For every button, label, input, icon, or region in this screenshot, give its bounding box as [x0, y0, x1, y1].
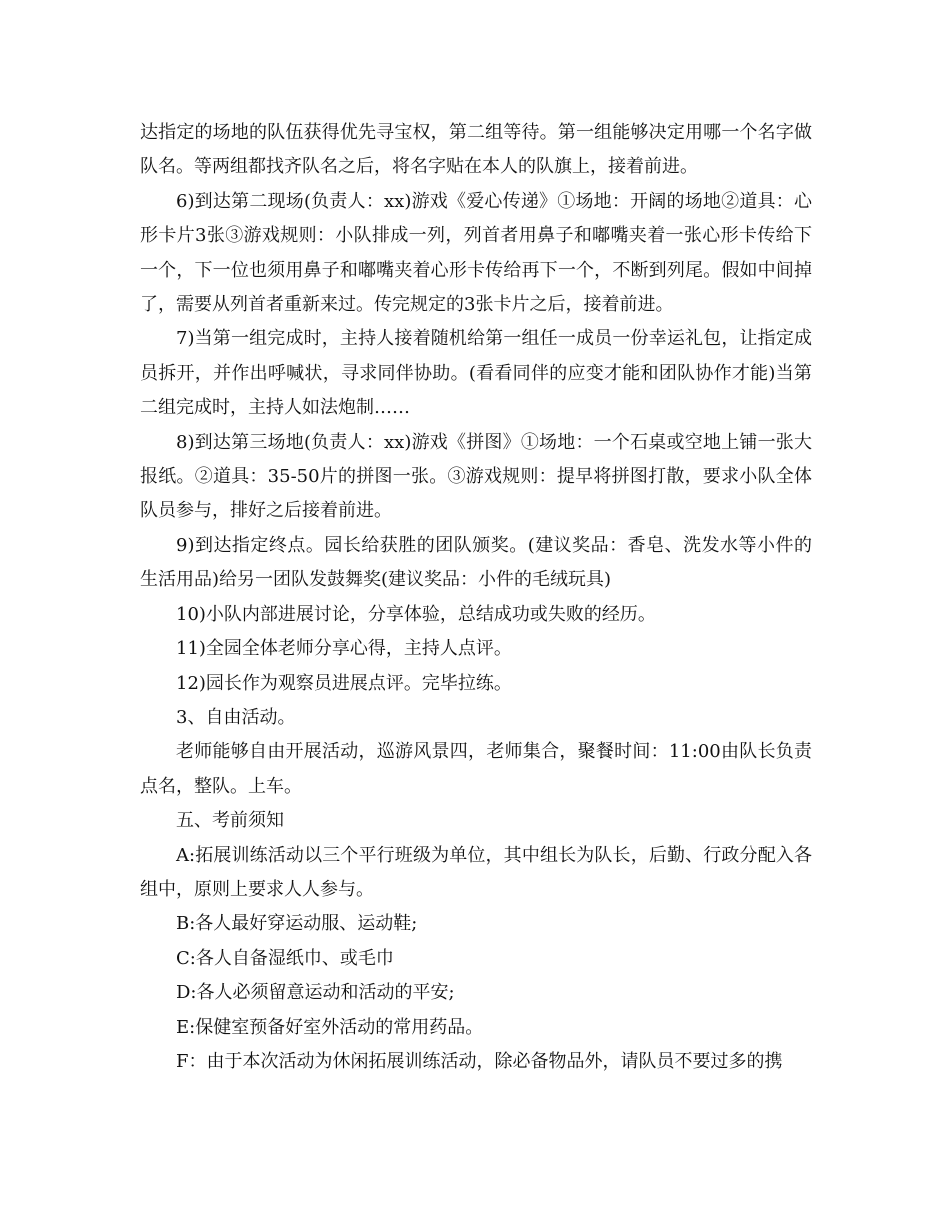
paragraph-step-8: 8)到达第三场地(负责人：xx)游戏《拼图》①场地：一个石桌或空地上铺一张大报纸。②道具：35-50片的拼图一张。③游戏规则：提早将拼图打散，要求小队全体队员参与，排好之后接着前进。 — [140, 431, 812, 522]
paragraph-step-7: 7)当第一组完成时，主持人接着随机给第一组任一成员一份幸运礼包，让指定成员拆开，并作出呼喊状，寻求同伴协助。(看看同伴的应变才能和团队协作才能)当第二组完成时，主持人如法炮制…… — [140, 328, 812, 419]
paragraph-step-10: 10)小队内部进展讨论，分享体验，总结成功或失败的经历。 — [176, 603, 656, 625]
paragraph-free-activity: 老师能够自由开展活动，巡游风景四，老师集合，聚餐时间：11:00由队长负责点名，整队。上车。 — [140, 741, 812, 797]
section-notes-heading: 五、考前须知 — [176, 810, 284, 832]
paragraph-step-9: 9)到达指定终点。园长给获胜的团队颁奖。(建议奖品：香皂、洗发水等小件的生活用品)给另一团队发鼓舞奖(建议奖品：小件的毛绒玩具) — [140, 534, 812, 591]
note-item-d: D:各人必须留意运动和活动的平安; — [176, 982, 455, 1004]
note-item-e: E:保健室预备好室外活动的常用药品。 — [176, 1016, 484, 1038]
paragraph-step-12: 12)园长作为观察员进展点评。完毕拉练。 — [176, 672, 512, 694]
paragraph-step-11: 11)全园全体老师分享心得，主持人点评。 — [176, 638, 512, 660]
note-item-b: B:各人最好穿运动服、运动鞋; — [176, 913, 418, 935]
note-item-a: A:拓展训练活动以三个平行班级为单位，其中组长为队长，后勤、行政分配入各组中，原则上要求人人参与。 — [140, 844, 812, 900]
document-body — [140, 116, 812, 1079]
note-item-f: F：由于本次活动为休闲拓展训练活动，除必备物品外，请队员不要过多的携 — [176, 1050, 783, 1072]
paragraph-continuation: 达指定的场地的队伍获得优先寻宝权，第二组等待。第一组能够决定用哪一个名字做队名。等两组都找齐队名之后，将名字贴在本人的队旗上，接着前进。 — [140, 122, 812, 178]
section-free-activity-heading: 3、自由活动。 — [176, 706, 296, 728]
note-item-c: C:各人自备湿纸巾、或毛巾 — [176, 947, 394, 969]
paragraph-step-6: 6)到达第二现场(负责人：xx)游戏《爱心传递》①场地：开阔的场地②道具：心形卡片3张③游戏规则：小队排成一列，列首者用鼻子和嘟嘴夹着一张心形卡传给下一个，下一位也须用鼻子和嘟嘴夹着心形卡传给再下一个，不断到列尾。假如中间掉了，需要从列首者重新来过。传完规定的3张卡片之后，接着前进。 — [140, 190, 812, 316]
